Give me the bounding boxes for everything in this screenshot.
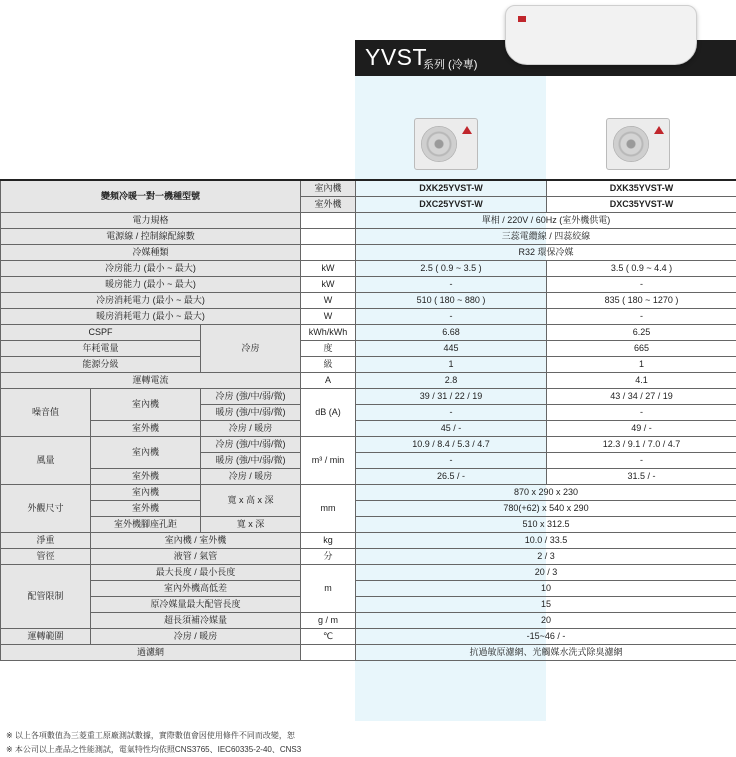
heat-power-label: 暖房消耗電力 (最小 ~ 最大)	[1, 309, 301, 325]
grade-value-1: 1	[356, 357, 547, 373]
wiring-unit	[301, 229, 356, 245]
cool-capacity-label: 冷房能力 (最小 ~ 最大)	[1, 261, 301, 277]
filter-unit	[301, 645, 356, 661]
table-row	[1, 533, 736, 549]
table-row	[1, 261, 736, 277]
dims-indoor-label: 室內機	[91, 485, 201, 501]
wiring-label: 電源線 / 控制線配線數	[1, 229, 301, 245]
table-row	[1, 597, 736, 613]
table-row	[1, 501, 736, 517]
airflow-outdoor-label: 室外機	[91, 469, 201, 485]
heat-power-unit: W	[301, 309, 356, 325]
airflow-outdoor-value-1: 26.5 / -	[356, 469, 547, 485]
cool-power-label: 冷房消耗電力 (最小 ~ 最大)	[1, 293, 301, 309]
noise-heat-value-2: -	[547, 405, 736, 421]
indoor-label: 室內機	[301, 180, 356, 197]
airflow-label: 風量	[1, 437, 91, 485]
weight-value: 10.0 / 33.5	[356, 533, 736, 549]
airflow-outdoor-mode: 冷房 / 暖房	[201, 469, 301, 485]
table-row	[1, 309, 736, 325]
op-range-label: 運轉範圍	[1, 629, 91, 645]
series-title: YVST	[365, 44, 427, 71]
dims-whd-label: 寬 x 高 x 深	[201, 485, 301, 517]
fan-grille-icon	[421, 126, 457, 162]
noise-heat-value-1: -	[356, 405, 547, 421]
cool-power-value-2: 835 ( 180 ~ 1270 )	[547, 293, 736, 309]
table-row	[1, 629, 736, 645]
dims-outdoor-value: 780(+62) x 540 x 290	[356, 501, 736, 517]
cool-capacity-value-2: 3.5 ( 0.9 ~ 4.4 )	[547, 261, 736, 277]
spec-table	[0, 179, 736, 661]
piping-limit-label: 配管限制	[1, 565, 91, 629]
power-value: 單相 / 220V / 60Hz (室外機供電)	[356, 213, 736, 229]
piping-extra-unit: g / m	[301, 613, 356, 629]
airflow-cool-mode: 冷房 (強/中/弱/微)	[201, 437, 301, 453]
piping-maxmin-label: 最大長度 / 最小長度	[91, 565, 301, 581]
airflow-unit: m³ / min	[301, 437, 356, 485]
cspf-unit: kWh/kWh	[301, 325, 356, 341]
table-row	[1, 485, 736, 501]
piping-orig-label: 原冷媒量最大配管長度	[91, 597, 301, 613]
op-range-value: -15~46 / -	[356, 629, 736, 645]
heat-capacity-value-1: -	[356, 277, 547, 293]
pipe-label: 管徑	[1, 549, 91, 565]
power-label: 電力規格	[1, 213, 301, 229]
piping-height-value: 10	[356, 581, 736, 597]
noise-label: 噪音值	[1, 389, 91, 437]
model-indoor-2: DXK35YVST-W	[547, 180, 736, 197]
footnote-2: ※ 本公司以上產品之性能測試，電氣特性均依照CNS3765、IEC60335-2-40、CNS3	[6, 743, 364, 757]
wall-mounted-ac-unit-icon	[505, 5, 697, 65]
table-row	[1, 517, 736, 533]
table-row	[1, 549, 736, 565]
cool-power-value-1: 510 ( 180 ~ 880 )	[356, 293, 547, 309]
table-row	[1, 357, 736, 373]
fan-grille-icon	[613, 126, 649, 162]
pipe-sub: 液管 / 氣管	[91, 549, 301, 565]
noise-outdoor-mode: 冷房 / 暖房	[201, 421, 301, 437]
filter-label: 過濾網	[1, 645, 301, 661]
op-range-sub: 冷房 / 暖房	[91, 629, 301, 645]
pipe-unit: 分	[301, 549, 356, 565]
dims-unit: mm	[301, 485, 356, 533]
current-label: 運轉電流	[1, 373, 301, 389]
piping-orig-value: 15	[356, 597, 736, 613]
outdoor-condenser-unit-icon	[606, 118, 670, 170]
airflow-indoor-label: 室內機	[91, 437, 201, 469]
noise-outdoor-label: 室外機	[91, 421, 201, 437]
piping-extra-label: 超長須補冷媒量	[91, 613, 301, 629]
noise-cool-mode: 冷房 (強/中/弱/微)	[201, 389, 301, 405]
dims-wd-label: 寬 x 深	[201, 517, 301, 533]
refrigerant-label: 冷媒種類	[1, 245, 301, 261]
heat-power-value-2: -	[547, 309, 736, 325]
piping-extra-value: 20	[356, 613, 736, 629]
annual-value-1: 445	[356, 341, 547, 357]
noise-outdoor-value-1: 45 / -	[356, 421, 547, 437]
annual-unit: 度	[301, 341, 356, 357]
noise-cool-value-1: 39 / 31 / 22 / 19	[356, 389, 547, 405]
current-value-2: 4.1	[547, 373, 736, 389]
power-unit	[301, 213, 356, 229]
table-row	[1, 293, 736, 309]
footnotes	[6, 729, 364, 757]
op-range-unit: ℃	[301, 629, 356, 645]
table-row	[1, 341, 736, 357]
dims-outdoor-label: 室外機	[91, 501, 201, 517]
outdoor-label: 室外機	[301, 197, 356, 213]
table-row	[1, 277, 736, 293]
grade-unit: 級	[301, 357, 356, 373]
cool-capacity-unit: kW	[301, 261, 356, 277]
three-diamond-logo-icon	[654, 126, 664, 134]
table-row	[1, 565, 736, 581]
weight-label: 淨重	[1, 533, 91, 549]
filter-value: 抗過敏原濾網、光觸媒水洗式除臭濾網	[356, 645, 736, 661]
pipe-value: 2 / 3	[356, 549, 736, 565]
cspf-label: CSPF	[1, 325, 201, 341]
annual-value-2: 665	[547, 341, 736, 357]
dims-indoor-value: 870 x 290 x 230	[356, 485, 736, 501]
refrigerant-unit	[301, 245, 356, 261]
grade-label: 能源分級	[1, 357, 201, 373]
noise-cool-value-2: 43 / 34 / 27 / 19	[547, 389, 736, 405]
model-section-label: 變頻冷暖一對一機種型號	[1, 180, 301, 213]
annual-label: 年耗電量	[1, 341, 201, 357]
cool-mode-label: 冷房	[201, 325, 301, 373]
cool-power-unit: W	[301, 293, 356, 309]
outdoor-condenser-unit-icon	[414, 118, 478, 170]
noise-unit: dB (A)	[301, 389, 356, 437]
noise-outdoor-value-2: 49 / -	[547, 421, 736, 437]
weight-unit: kg	[301, 533, 356, 549]
table-row	[1, 389, 736, 405]
table-row	[1, 581, 736, 597]
airflow-cool-value-2: 12.3 / 9.1 / 7.0 / 4.7	[547, 437, 736, 453]
heat-capacity-label: 暖房能力 (最小 ~ 最大)	[1, 277, 301, 293]
model-outdoor-1: DXC25YVST-W	[356, 197, 547, 213]
series-subtitle: 系列 (冷專)	[423, 56, 477, 72]
piping-height-label: 室內外機高低差	[91, 581, 301, 597]
table-row	[1, 325, 736, 341]
dims-feet-value: 510 x 312.5	[356, 517, 736, 533]
noise-indoor-label: 室內機	[91, 389, 201, 421]
grade-value-2: 1	[547, 357, 736, 373]
table-row	[1, 645, 736, 661]
dims-feet-label: 室外機腳座孔距	[91, 517, 201, 533]
airflow-outdoor-value-2: 31.5 / -	[547, 469, 736, 485]
table-row	[1, 245, 736, 261]
current-value-1: 2.8	[356, 373, 547, 389]
three-diamond-logo-icon	[462, 126, 472, 134]
refrigerant-value: R32 環保冷媒	[356, 245, 736, 261]
airflow-heat-value-1: -	[356, 453, 547, 469]
table-row	[1, 437, 736, 453]
table-row	[1, 373, 736, 389]
heat-capacity-value-2: -	[547, 277, 736, 293]
current-unit: A	[301, 373, 356, 389]
table-row	[1, 421, 736, 437]
heat-power-value-1: -	[356, 309, 547, 325]
model-indoor-1: DXK25YVST-W	[356, 180, 547, 197]
table-row	[1, 469, 736, 485]
model-outdoor-2: DXC35YVST-W	[547, 197, 736, 213]
cspf-value-1: 6.68	[356, 325, 547, 341]
table-row	[1, 180, 736, 197]
airflow-cool-value-1: 10.9 / 8.4 / 5.3 / 4.7	[356, 437, 547, 453]
table-row	[1, 229, 736, 245]
airflow-heat-mode: 暖房 (強/中/弱/微)	[201, 453, 301, 469]
heat-capacity-unit: kW	[301, 277, 356, 293]
piping-maxmin-value: 20 / 3	[356, 565, 736, 581]
airflow-heat-value-2: -	[547, 453, 736, 469]
footnote-1: ※ 以上各項數值為三菱重工原廠測試數據，實際數值會因使用條件不同而改變，恕	[6, 729, 364, 743]
wiring-value: 三蕊電纜線 / 四蕊絞線	[356, 229, 736, 245]
table-row	[1, 213, 736, 229]
dims-label: 外觀尺寸	[1, 485, 91, 533]
cool-capacity-value-1: 2.5 ( 0.9 ~ 3.5 )	[356, 261, 547, 277]
cspf-value-2: 6.25	[547, 325, 736, 341]
weight-sub: 室內機 / 室外機	[91, 533, 301, 549]
table-row	[1, 613, 736, 629]
three-diamond-logo-icon	[518, 16, 526, 22]
noise-heat-mode: 暖房 (強/中/弱/微)	[201, 405, 301, 421]
piping-unit: m	[301, 565, 356, 613]
